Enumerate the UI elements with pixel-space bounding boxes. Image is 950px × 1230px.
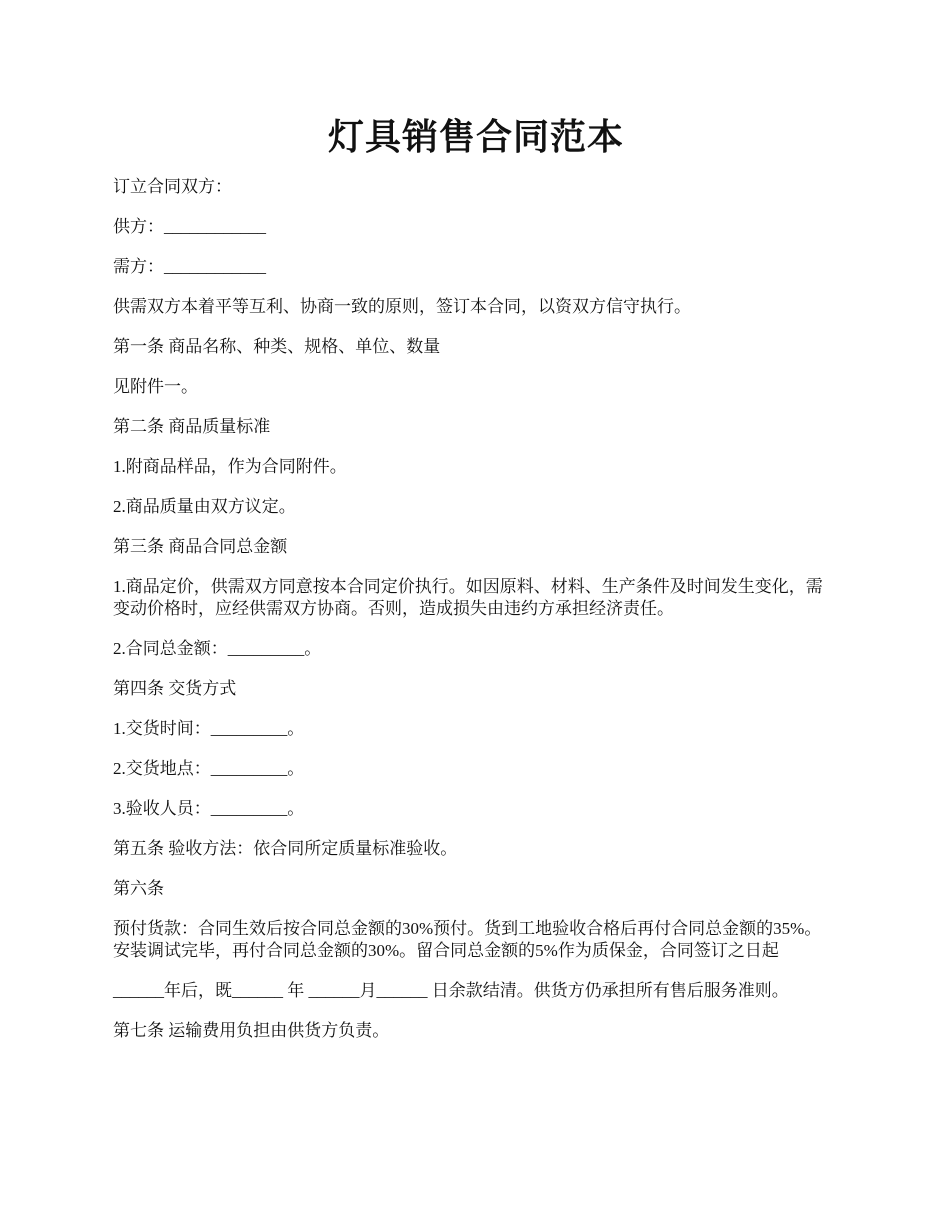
article-2-item-1: 1.附商品样品，作为合同附件。 xyxy=(113,457,347,476)
document-title: 灯具销售合同范本 xyxy=(327,117,624,157)
article-7-text: 第七条 运输费用负担由供货方负责。 xyxy=(113,1021,390,1040)
article-1-text: 见附件一。 xyxy=(113,377,198,396)
article-6-heading: 第六条 xyxy=(113,879,164,898)
article-4-heading: 第四条 交货方式 xyxy=(113,679,237,698)
article-3-item-2: 2.合同总金额：_________。 xyxy=(113,639,322,658)
article-6-payment-text: 预付货款：合同生效后按合同总金额的30%预付。货到工地验收合格后再付合同总金额的35%。安装调试完毕，再付合同总金额的30%。留合同总金额的5%作为质保金，合同签订之日起 xyxy=(113,919,822,960)
article-4-item-2: 2.交货地点：_________。 xyxy=(113,759,305,778)
preamble-paragraph: 供需双方本着平等互利、协商一致的原则，签订本合同，以资双方信守执行。 xyxy=(113,297,691,316)
document-page xyxy=(113,112,853,1060)
parties-heading: 订立合同双方： xyxy=(113,177,232,196)
supplier-line: 供方：____________ xyxy=(113,217,266,236)
article-4-item-1: 1.交货时间：_________。 xyxy=(113,719,305,738)
buyer-line: 需方：____________ xyxy=(113,257,266,276)
article-2-heading: 第二条 商品质量标准 xyxy=(113,417,271,436)
article-2-item-2: 2.商品质量由双方议定。 xyxy=(113,497,296,516)
article-6-settlement-text: ______年后，既______ 年 ______月______ 日余款结清。供货方仍承担所有售后服务准则。 xyxy=(113,981,789,1000)
article-3-item-1: 1.商品定价，供需双方同意按本合同定价执行。如因原料、材料、生产条件及时间发生变化，需变动价格时，应经供需双方协商。否则，造成损失由违约方承担经济责任。 xyxy=(113,577,823,618)
article-1-heading: 第一条 商品名称、种类、规格、单位、数量 xyxy=(113,337,441,356)
article-3-heading: 第三条 商品合同总金额 xyxy=(113,537,288,556)
article-4-item-3: 3.验收人员：_________。 xyxy=(113,799,305,818)
article-5-text: 第五条 验收方法：依合同所定质量标准验收。 xyxy=(113,839,458,858)
